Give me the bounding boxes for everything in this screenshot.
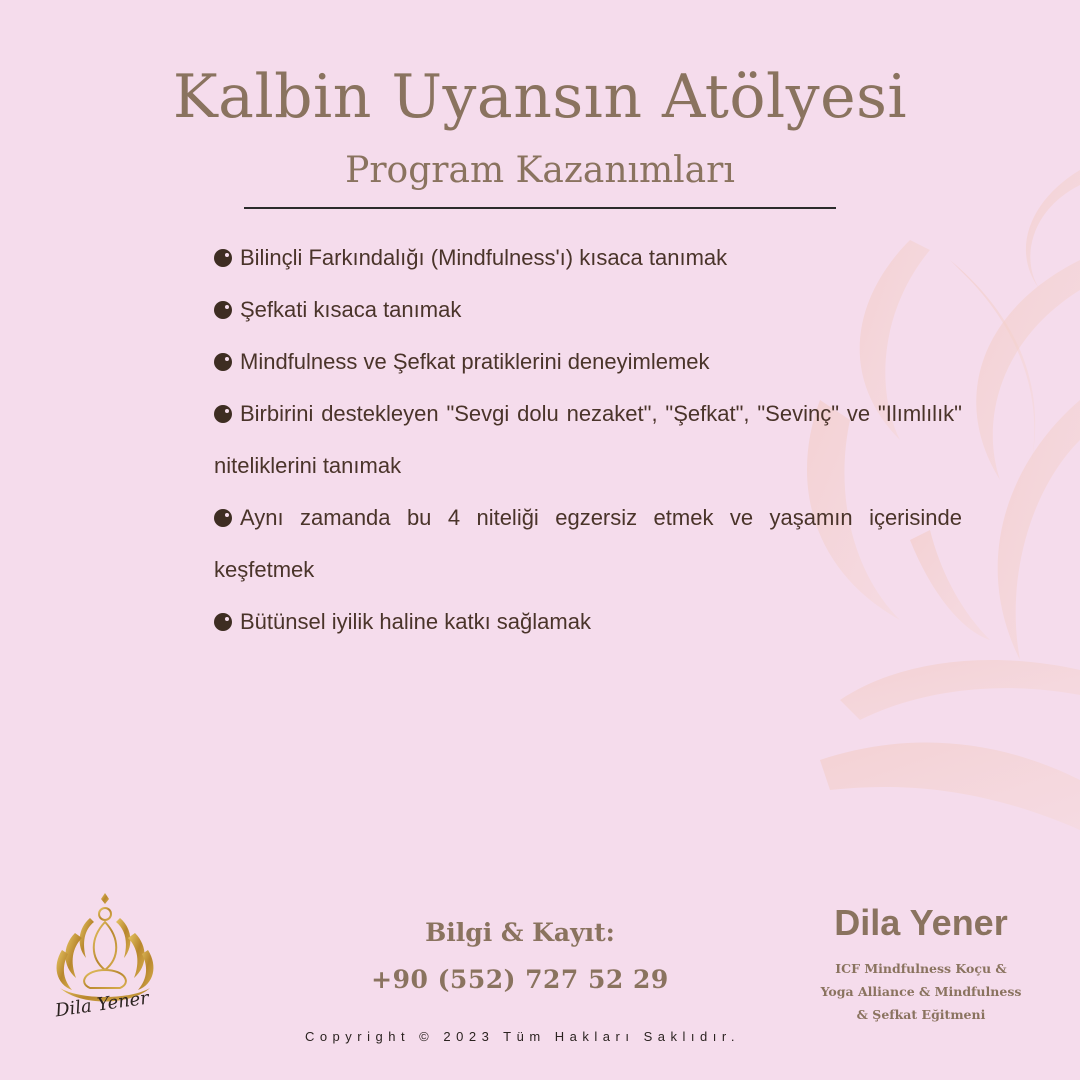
list-item — [214, 596, 962, 648]
list-item — [214, 284, 962, 336]
title-divider — [244, 207, 836, 209]
contact-phone[interactable]: +90 (552) 727 52 29 — [371, 965, 669, 994]
list-item-text: Şefkati kısaca tanımak — [240, 297, 462, 322]
copyright-text: Copyright © 2023 Tüm Hakları Saklıdır. — [304, 1029, 741, 1044]
role-line: & Şefkat Eğitmeni — [856, 1007, 986, 1022]
list-item-text: Mindfulness ve Şefkat pratiklerini deneyimlemek — [240, 349, 710, 374]
list-item — [214, 336, 962, 388]
bullet-icon — [214, 353, 232, 371]
bullet-icon — [214, 249, 232, 267]
list-item-text: Bütünsel iyilik haline katkı sağlamak — [240, 609, 591, 634]
bullet-icon — [214, 301, 232, 319]
list-item — [214, 492, 962, 596]
list-item-text: Bilinçli Farkındalığı (Mindfulness'ı) kısaca tanımak — [240, 245, 728, 270]
list-item-text: Aynı zamanda bu 4 niteliği egzersiz etmek ve yaşamın içerisinde keşfetmek — [214, 505, 962, 582]
role-line: ICF Mindfulness Koçu & — [835, 961, 1007, 976]
list-item — [214, 388, 962, 492]
role-line: Yoga Alliance & Mindfulness — [820, 984, 1022, 999]
contact-label: Bilgi & Kayıt: — [425, 918, 615, 947]
profile-role — [790, 957, 1052, 1026]
list-item-text: Birbirini destekleyen "Sevgi dolu nezaket", "Şefkat", "Sevinç" ve "Ilımlılık" niteliklerini tanımak — [214, 401, 962, 478]
bullet-icon — [214, 405, 232, 423]
profile-name: Dila Yener — [834, 902, 1008, 943]
page-subtitle: Program Kazanımları — [345, 150, 735, 191]
bullet-icon — [214, 613, 232, 631]
logo-signature: Dila Yener — [53, 987, 151, 1022]
page-title: Kalbin Uyansın Atölyesi — [172, 62, 908, 132]
bullet-icon — [214, 509, 232, 527]
benefits-list — [214, 232, 962, 648]
list-item — [214, 232, 962, 284]
